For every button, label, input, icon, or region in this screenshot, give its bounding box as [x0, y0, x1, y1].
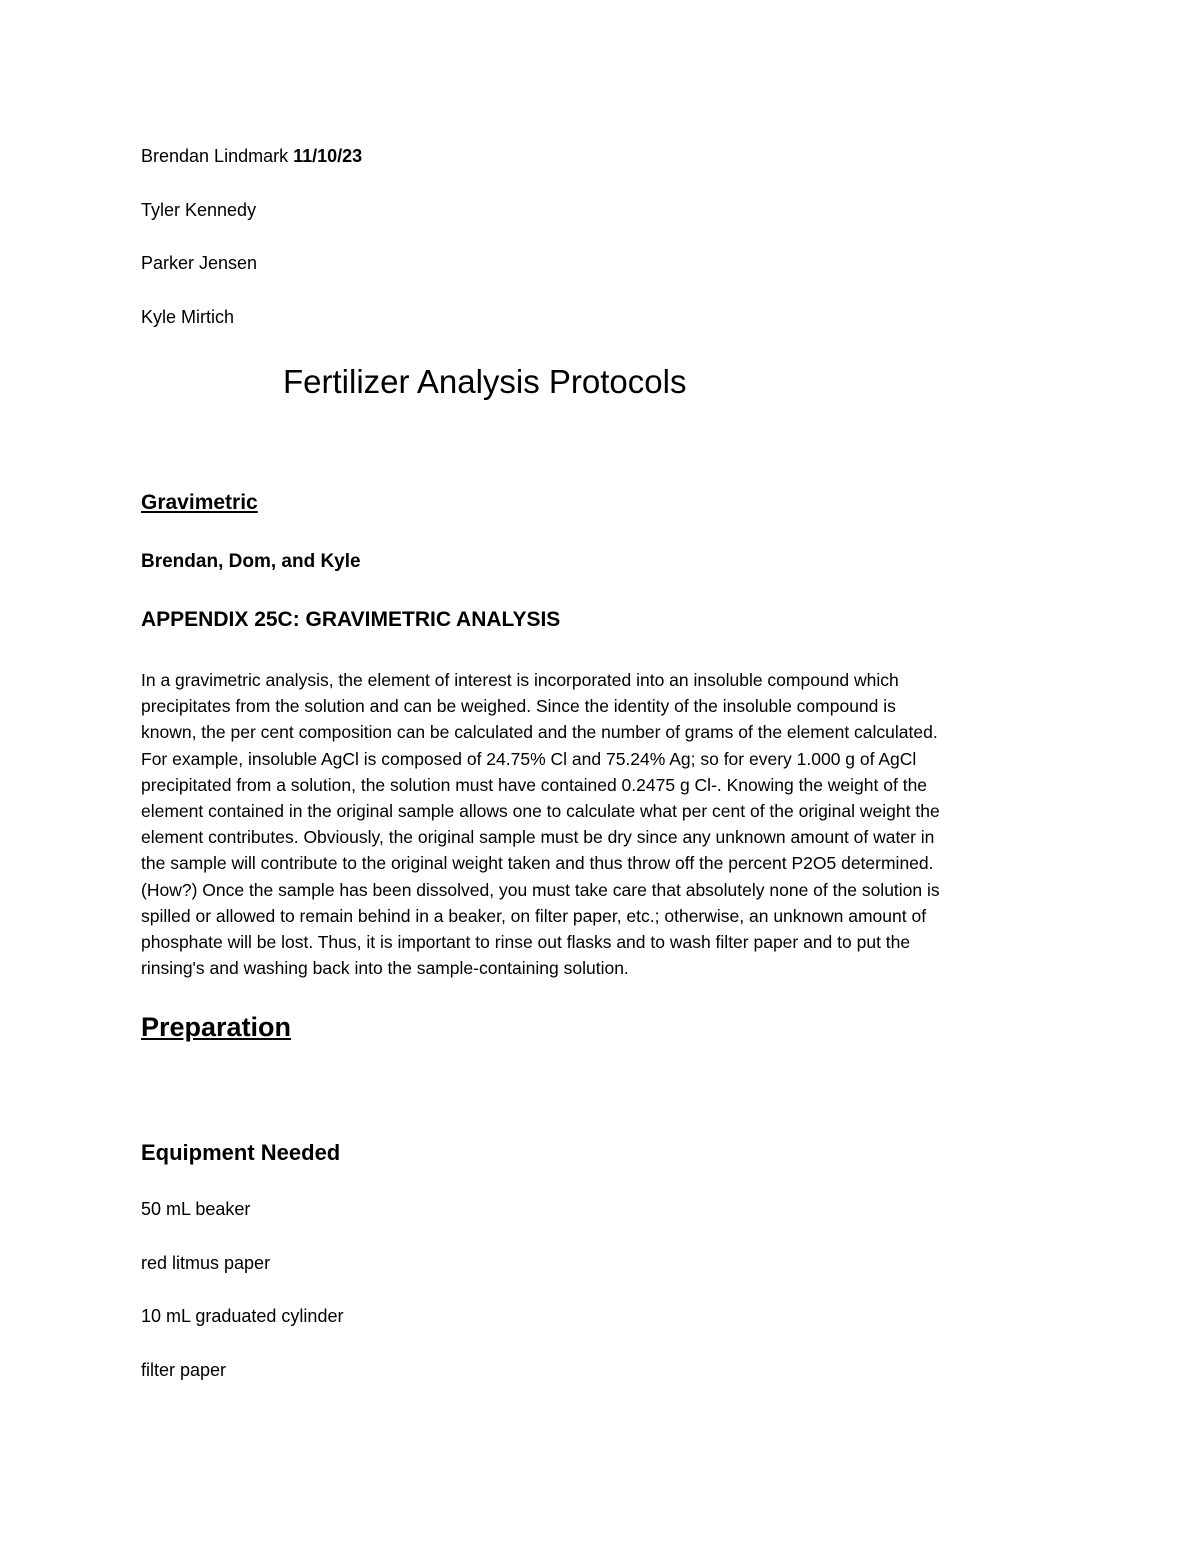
equipment-item: filter paper: [141, 1360, 227, 1380]
paragraph-line: element contained in the original sample allows one to calculate what per cent of the original weight the: [141, 801, 940, 822]
paragraph-line: precipitates from the solution and can be weighed. Since the identity of the insoluble compound is: [141, 696, 896, 717]
paragraph-line: rinsing's and washing back into the sample-containing solution.: [141, 958, 629, 979]
paragraph-line: For example, insoluble AgCl is composed of 24.75% Cl and 75.24% Ag; so for every 1.000 g of AgCl: [141, 748, 917, 769]
author-line-4: Kyle Mirtich: [141, 307, 235, 327]
paragraph-line: precipitated from a solution, the solution must have contained 0.2475 g Cl-. Knowing the weight of the: [141, 774, 928, 795]
author-line-1: [141, 145, 362, 167]
equipment-item: 50 mL beaker: [141, 1199, 251, 1219]
paragraph-line: the sample will contribute to the original weight taken and thus throw off the percent P2O5 determined.: [141, 853, 934, 874]
paragraph-line: In a gravimetric analysis, the element of interest is incorporated into an insoluble compound which: [141, 670, 899, 690]
paragraph-line: phosphate will be lost. Thus, it is important to rinse out flasks and to wash filter paper and to put the: [141, 932, 911, 953]
equipment-heading: Equipment Needed: [141, 1140, 341, 1165]
equipment-item: 10 mL graduated cylinder: [141, 1306, 344, 1326]
paragraph-line: spilled or allowed to remain behind in a beaker, on filter paper, etc.; otherwise, an unknown amount of: [141, 905, 927, 926]
paragraph-line: known, the per cent composition can be calculated and the number of grams of the element calculated.: [141, 722, 938, 743]
paragraph-line: (How?) Once the sample has been dissolved, you must take care that absolutely none of the solution is: [141, 879, 940, 900]
section-heading-preparation: Preparation: [141, 1012, 292, 1042]
author-line-2: Tyler Kennedy: [141, 200, 257, 220]
document-title: Fertilizer Analysis Protocols: [283, 363, 687, 400]
gravimetric-paragraph: [141, 667, 1071, 981]
author-line-3: Parker Jensen: [141, 253, 258, 273]
section-heading-gravimetric: Gravimetric: [141, 491, 258, 514]
paragraph-line: element contributes. Obviously, the original sample must be dry since any unknown amount of water in: [141, 827, 935, 848]
author-name: Brendan Lindmark: [141, 146, 289, 166]
team-members: Brendan, Dom, and Kyle: [141, 551, 361, 572]
appendix-heading: APPENDIX 25C: GRAVIMETRIC ANALYSIS: [141, 608, 561, 631]
equipment-item: red litmus paper: [141, 1253, 271, 1273]
report-date: 11/10/23: [293, 146, 363, 166]
